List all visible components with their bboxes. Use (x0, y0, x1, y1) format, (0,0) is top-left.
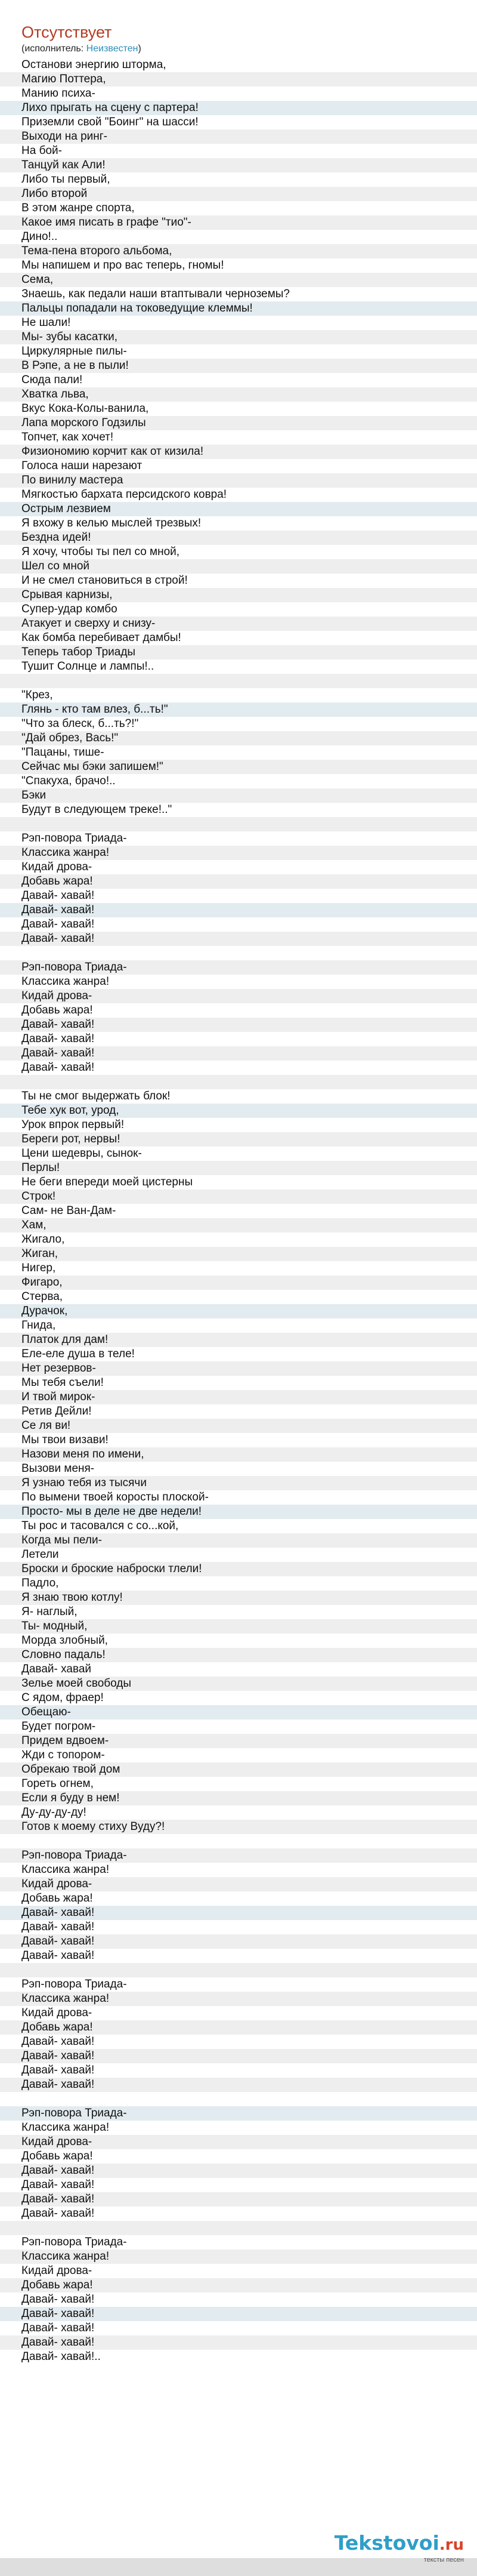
lyric-line: Сема, (0, 273, 477, 287)
lyric-line: Давай- хавай! (21, 2035, 95, 2048)
lyric-line: Не беги впереди моей цистерны (21, 1176, 193, 1188)
lyric-line: Кидай дрова- (21, 2264, 92, 2277)
lyric-line: Давай- хавай (21, 1663, 92, 1675)
lyric-line (0, 1834, 477, 1848)
lyric-line: Кидай дрова- (0, 1877, 477, 1891)
lyric-line: Я вхожу в келью мыслей трезвых! (21, 517, 202, 529)
lyric-line: Вызови меня- (21, 1462, 95, 1475)
lyric-line: Добавь жара! (21, 2150, 93, 2162)
lyric-line: Готов к моему стиху Вуду?! (0, 1820, 477, 1834)
lyric-line (0, 817, 477, 831)
lyric-line: Я знаю твою котлу! (0, 1591, 477, 1605)
lyric-line: Рэп-повора Триада- (0, 2106, 477, 2121)
lyric-line: Давай- хавай! (21, 1921, 95, 1933)
lyric-line: Давай- хавай! (0, 2164, 477, 2178)
song-title: Отсутствует (21, 23, 112, 41)
lyric-line: Ду-ду-ду-ду! (21, 1806, 86, 1819)
lyric-line: Кидай дрова- (21, 2007, 92, 2019)
lyric-line: Жди с топором- (21, 1749, 105, 1761)
lyric-line: Давай- хавай!.. (21, 2350, 101, 2363)
lyric-line: Береги рот, нервы! (0, 1132, 477, 1147)
lyric-line: Добавь жара! (0, 2278, 477, 2292)
lyric-line: Се ля ви! (0, 1419, 477, 1433)
lyric-line: Когда мы пели- (0, 1533, 477, 1548)
lyric-line: Классика жанра! (0, 846, 477, 860)
lyric-line: Как бомба перебивает дамбы! (21, 631, 181, 644)
lyric-line: Просто- мы в деле не две недели! (0, 1505, 477, 1519)
lyric-line: Острым лезвием (0, 502, 477, 516)
lyric-line (0, 1075, 477, 1089)
lyric-line: По вымени твоей коросты плоской- (21, 1491, 209, 1503)
lyric-line: Выходи на ринг- (0, 130, 477, 144)
lyric-line: "Спакуха, брачо!.. (21, 775, 116, 787)
performer-line (21, 43, 141, 55)
logo-wordmark (334, 2532, 464, 2556)
lyric-line: Давай- хавай! (21, 2293, 95, 2306)
lyric-line: Давай- хавай! (21, 2064, 95, 2076)
lyric-line: Обещаю- (0, 1705, 477, 1720)
lyric-line: Урок впрок первый! (21, 1118, 125, 1131)
lyric-line: Стерва, (21, 1290, 63, 1303)
lyric-line: И твой мирок- (0, 1390, 477, 1404)
lyric-line: Дино!.. (21, 230, 58, 243)
lyric-line (0, 2221, 477, 2235)
performer-link[interactable]: Неизвестен (86, 44, 138, 54)
lyric-line: Сам- не Ван-Дам- (21, 1204, 116, 1217)
lyric-line: Тебе хук вот, урод, (0, 1104, 477, 1118)
lyric-line: Давай- хавай! (21, 918, 95, 930)
lyric-line: В Рэпе, а не в пыли! (0, 359, 477, 373)
lyric-line: Будет погром- (21, 1720, 96, 1733)
lyric-line: Пальцы попадали на токоведущие клеммы! (0, 301, 477, 316)
lyric-line: Знаешь, как педали наши втаптывали черноземы? (21, 288, 290, 300)
lyric-line: Срывая карнизы, (0, 588, 477, 602)
performer-suffix: ) (138, 44, 141, 54)
lyric-line: Либо второй (0, 187, 477, 201)
lyric-line: Классика жанра! (0, 1992, 477, 2006)
lyric-line: Я- наглый, (21, 1606, 78, 1618)
lyric-line: Рэп-повора Триада- (21, 2236, 127, 2248)
lyric-line: Летели (21, 1548, 59, 1561)
lyric-line: Давай- хавай! (21, 2178, 95, 2191)
lyric-line: Кидай дрова- (0, 2135, 477, 2149)
lyric-line: Ты рос и тасовался с со...кой, (21, 1520, 179, 1532)
lyric-line (0, 1963, 477, 1977)
lyric-line: Цени шедевры, сынок- (21, 1147, 142, 1160)
lyric-line: Морда злобный, (21, 1634, 108, 1647)
lyric-line: Строк! (0, 1190, 477, 1204)
lyric-line: Классика жанра! (0, 2250, 477, 2264)
lyric-line: Не шали! (21, 316, 71, 329)
lyric-line: Гореть огнем, (21, 1777, 94, 1790)
lyric-line: Дурачок, (0, 1304, 477, 1318)
lyric-line: С ядом, фраер! (21, 1691, 104, 1704)
lyric-line: По винилу мастера (0, 473, 477, 488)
lyric-line: Лапа морского Годзилы (0, 416, 477, 430)
lyric-line: Добавь жара! (21, 1004, 93, 1016)
lyric-line: Либо ты первый, (21, 173, 110, 186)
lyric-line: "Дай обрез, Вась!" (0, 731, 477, 745)
lyric-line: "Крез, (21, 689, 53, 701)
lyric-line: Тема-пена второго альбома, (0, 244, 477, 258)
lyric-line: Физиономию корчит как от кизила! (0, 445, 477, 459)
lyric-line: Давай- хавай! (21, 889, 95, 902)
lyric-line: Магию Поттера, (0, 72, 477, 87)
lyric-line: Бездна идей! (0, 531, 477, 545)
lyric-line: Бэки (0, 788, 477, 803)
lyric-line: Приземли свой "Боинг" на шасси! (21, 116, 199, 128)
lyric-line: Жигало, (21, 1233, 65, 1246)
lyric-line: Давай- хавай! (0, 2335, 477, 2350)
lyric-line: Классика жанра! (21, 975, 110, 988)
lyric-line: Нет резервов- (0, 1361, 477, 1376)
logo-name: Tekstovoi (334, 2531, 439, 2555)
lyric-line: Мы напишем и про вас теперь, гномы! (21, 259, 224, 272)
lyric-line: Рэп-повора Триада- (21, 832, 127, 845)
lyric-line: Мы- зубы касатки, (0, 330, 477, 344)
lyric-line: Мягкостью бархата персидского ковра! (21, 488, 227, 501)
lyric-line: Давай- хавай! (0, 1046, 477, 1061)
lyric-line: Будут в следующем треке!.." (21, 803, 172, 816)
logo-ext: .ru (439, 2536, 464, 2554)
lyric-line: Голоса наши нарезают (21, 460, 143, 472)
lyric-line: Жиган, (0, 1247, 477, 1261)
lyric-line: Я узнаю тебя из тысячи (0, 1476, 477, 1490)
logo-tagline: тексты песен (423, 2556, 464, 2563)
lyric-line: Тушит Солнце и лампы!.. (21, 660, 154, 673)
lyric-line: Сюда пали! (21, 374, 83, 386)
lyric-line: Придем вдвоем- (0, 1734, 477, 1748)
lyric-line: Ты- модный, (0, 1619, 477, 1634)
lyric-line: Классика жанра! (21, 2121, 110, 2134)
lyric-line: Атакует и сверху и снизу- (0, 617, 477, 631)
lyric-line: Давай- хавай! (0, 1018, 477, 1032)
lyric-line: Супер-удар комбо (21, 603, 117, 615)
lyric-line: Хватка льва, (0, 387, 477, 402)
lyric-line: На бой- (21, 144, 62, 157)
lyric-line: Платок для дам! (0, 1333, 477, 1347)
lyric-line: Вкус Кока-Колы-ванила, (21, 402, 149, 415)
lyric-line: Какое имя писать в графе "тио"- (0, 215, 477, 230)
lyric-line: И не смел становиться в строй! (21, 574, 188, 587)
lyric-line: Останови энергию шторма, (21, 58, 166, 71)
lyric-line (0, 946, 477, 960)
lyric-line: Танцуй как Али! (0, 158, 477, 172)
lyric-line: Добавь жара! (0, 874, 477, 889)
lyric-line: Давай- хавай! (21, 2207, 95, 2220)
lyric-line: Давай- хавай! (0, 903, 477, 917)
lyric-line: Давай- хавай! (21, 1949, 95, 1962)
lyric-line: Добавь жара! (21, 1892, 93, 1905)
lyric-line: Падло, (21, 1577, 59, 1589)
lyric-line: Хам, (0, 1218, 477, 1232)
lyric-line: Броски и броские наброски тлели! (0, 1562, 477, 1576)
lyric-line: Шел со мной (0, 559, 477, 574)
lyric-line: Рэп-повора Триада- (21, 1978, 127, 1990)
lyric-line: Давай- хавай! (0, 1934, 477, 1949)
lyric-line: Ретив Дейли! (21, 1405, 92, 1418)
lyric-line: Давай- хавай! (0, 2307, 477, 2321)
lyric-line: Еле-еле душа в теле! (21, 1348, 135, 1360)
lyric-line: Топчет, как хочет! (21, 431, 114, 443)
lyric-line: Фигаро, (0, 1275, 477, 1290)
lyric-line: Кидай дрова- (0, 989, 477, 1003)
lyric-line: Назови меня по имени, (0, 1447, 477, 1462)
lyric-line: Мы тебя съели! (21, 1376, 104, 1389)
lyric-line: Я хочу, чтобы ты пел со мной, (21, 546, 180, 558)
lyric-line: Рэп-повора Триада- (0, 1848, 477, 1863)
lyric-line: Глянь - кто там влез, б...ть!" (0, 702, 477, 717)
lyric-line: Гнида, (21, 1319, 56, 1332)
lyric-line: Классика жанра! (21, 1863, 110, 1876)
lyric-line: Нигер, (21, 1262, 56, 1274)
lyric-line (0, 674, 477, 688)
performer-prefix: (исполнитель: (21, 44, 86, 54)
lyric-line: Давай- хавай! (21, 2322, 95, 2334)
lyric-line: "Пацаны, тише- (21, 746, 104, 759)
lyric-line: Давай- хавай! (21, 1061, 95, 1074)
lyrics-text (0, 58, 477, 2364)
lyric-line: Сейчас мы бэки запишем!" (0, 760, 477, 774)
lyric-line: Давай- хавай! (0, 932, 477, 946)
lyric-line: Кидай дрова- (21, 861, 92, 873)
lyric-line: Давай- хавай! (0, 2049, 477, 2063)
lyric-line: Обрекаю твой дом (0, 1762, 477, 1777)
lyric-line: Словно падаль! (0, 1648, 477, 1662)
site-logo[interactable] (334, 2532, 464, 2564)
lyric-line: Мы твои визави! (21, 1434, 109, 1446)
lyric-line: Теперь табор Триады (0, 645, 477, 660)
lyric-line: Давай- хавай! (0, 1906, 477, 1920)
lyric-line: Циркулярные пилы- (21, 345, 127, 358)
lyric-line: Зелье моей свободы (0, 1677, 477, 1691)
lyric-line: Манию психа- (21, 87, 95, 100)
lyric-line: Рэп-повора Триада- (0, 960, 477, 975)
lyric-line: "Что за блеск, б...ть?!" (21, 717, 139, 730)
lyric-line: Давай- хавай! (0, 2078, 477, 2092)
lyric-line: Перлы! (0, 1161, 477, 1175)
lyric-line: Давай- хавай! (0, 2192, 477, 2207)
lyric-line: Добавь жара! (0, 2020, 477, 2035)
lyric-line: Лихо прыгать на сцену с партера! (0, 101, 477, 115)
lyric-line (0, 2092, 477, 2106)
lyric-line: В этом жанре спорта, (21, 202, 135, 214)
lyric-line: Ты не смог выдержать блок! (21, 1090, 171, 1102)
lyric-line: Давай- хавай! (21, 1033, 95, 1045)
lyric-line: Если я буду в нем! (0, 1791, 477, 1805)
